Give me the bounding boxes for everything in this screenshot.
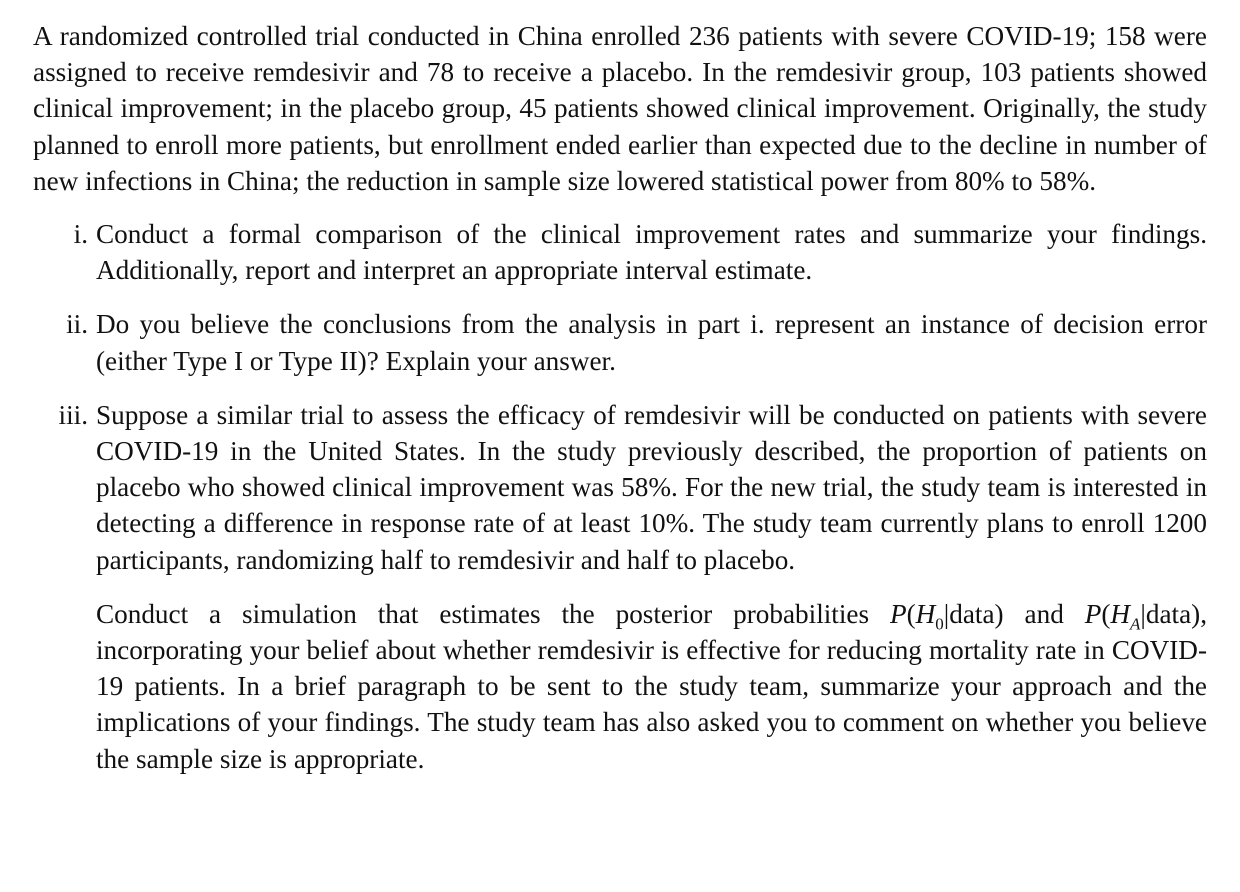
followup-tail: , incorporating your belief about whether remdesivir is effective for reducing mortality rate in COVID-19 patients. In a brief paragraph to be sent to the study team, summarize your approach and the implications of your findings. The study team has also asked you to comment on whether you believe the sample size is appropriate.	[96, 598, 1208, 774]
posterior-null-expression: $P(H_0|data)$	[889, 598, 1004, 634]
document-page	[33, 18, 1207, 777]
question-list	[33, 216, 1207, 777]
item-followup-paragraph	[96, 596, 1207, 777]
followup-and: and	[1024, 598, 1064, 629]
intro-paragraph: A randomized controlled trial conducted in China enrolled 236 patients with severe COVID-19; 158 were assigned to receive remdesivir and 78 to receive a placebo. In the remdesivir group, 103 patients showed clinical improvement; in the placebo group, 45 patients showed clinical improvement. Originally, the study planned to enroll more patients, but enrollment ended earlier than expected due to the decline in number of new infections in China; the reduction in sample size lowered statistical power from 80% to 58%.	[33, 21, 1207, 196]
question-item-iii	[33, 397, 1207, 777]
item-text: Do you believe the conclusions from the analysis in part i. represent an instance of decision error (either Type I or Type II)? Explain your answer.	[96, 309, 1207, 376]
posterior-alt-expression: $P(H_A|data)$	[1084, 598, 1201, 634]
item-text: Conduct a formal comparison of the clinical improvement rates and summarize your findings. Additionally, report and interpret an appropriate interval estimate.	[96, 219, 1207, 286]
item-marker: i.	[73, 219, 88, 250]
item-marker: ii.	[66, 309, 88, 340]
question-item-i	[33, 216, 1207, 288]
followup-lead: Conduct a simulation that estimates the posterior probabilities	[96, 598, 870, 629]
question-item-ii	[33, 306, 1207, 378]
item-marker: iii.	[58, 399, 88, 430]
item-text: Suppose a similar trial to assess the efficacy of remdesivir will be conducted on patients with severe COVID-19 in the United States. In the study previously described, the proportion of patients on placebo who showed clinical improvement was 58%. For the new trial, the study team is interested in detecting a difference in response rate of at least 10%. The study team currently plans to enroll 1200 participants, randomizing half to remdesivir and half to placebo.	[96, 399, 1207, 575]
